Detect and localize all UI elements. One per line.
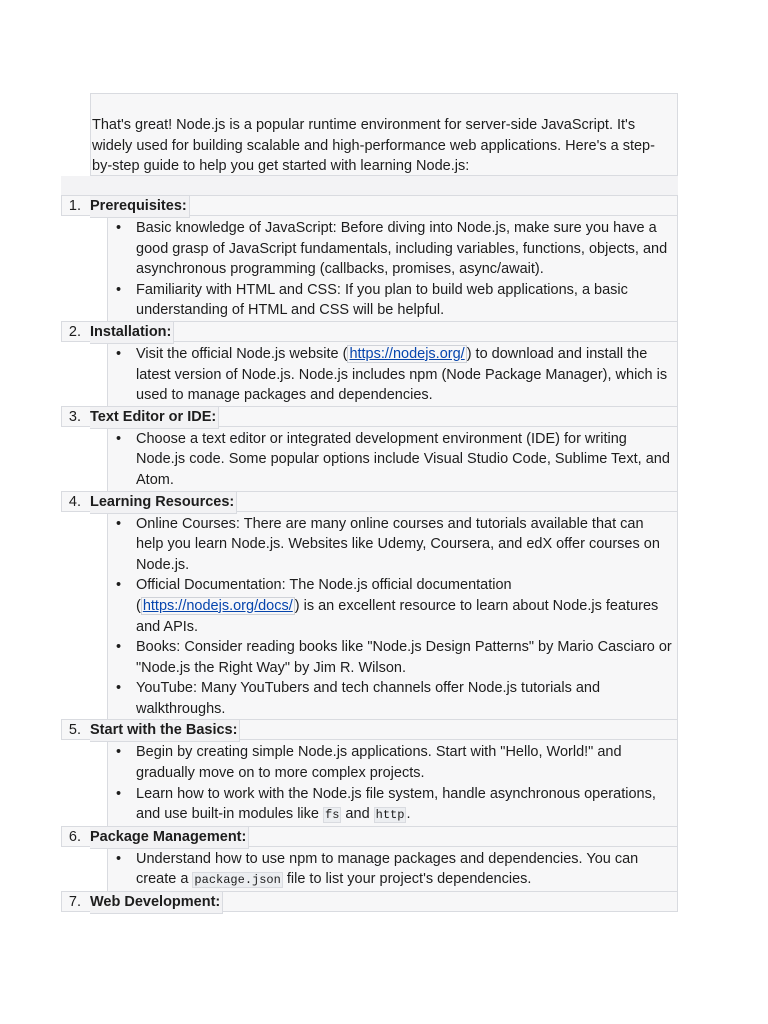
inline-code: package.json xyxy=(194,873,281,888)
bullet-item xyxy=(136,575,674,637)
bullet-item xyxy=(136,678,674,719)
section-heading-row xyxy=(61,826,678,847)
link-wrapper xyxy=(347,345,466,363)
bullet-text: file to list your project's dependencies. xyxy=(282,871,532,888)
url-link[interactable]: https://nodejs.org/ xyxy=(349,345,465,362)
bullet-text: Books: Consider reading books like "Node.js Design Patterns" by Mario Casciaro or "Node.js the Right Way" by Jim R. Wilson. xyxy=(136,639,672,676)
bullet-text: Visit the official Node.js website ( xyxy=(136,345,348,362)
bullet-text: Online Courses: There are many online courses and tutorials available that can help you learn Node.js. Websites like Udemy, Coursera, and edX offer courses on Node.js. xyxy=(136,515,660,573)
section-title: Prerequisites: xyxy=(90,195,190,218)
section-heading-row xyxy=(61,406,678,427)
bullet-text: Begin by creating simple Node.js applications. Start with "Hello, World!" and gradually move on to more complex projects. xyxy=(136,744,622,782)
section-bullets xyxy=(107,427,678,491)
section-bullets xyxy=(107,512,678,720)
section-number: 6. xyxy=(68,828,81,845)
section-bullets xyxy=(107,216,678,321)
bullet-item xyxy=(136,637,674,678)
inline-code: fs xyxy=(325,808,340,823)
spacer-row xyxy=(61,176,678,195)
section-heading-row xyxy=(61,719,678,740)
section-heading-row xyxy=(61,491,678,512)
url-link[interactable]: https://nodejs.org/docs/ xyxy=(142,597,293,614)
bullet-text: Understand how to use npm to manage packages and dependencies. You can create a xyxy=(136,850,639,888)
bullet-text: Familiarity with HTML and CSS: If you plan to build web applications, a basic understanding of HTML and CSS will be helpful. xyxy=(136,281,628,319)
section-title: Start with the Basics: xyxy=(90,719,240,742)
intro-paragraph: That's great! Node.js is a popular runtime environment for server-side JavaScript. It's widely used for building scalable and high-performance web applications. Here's a step-by-step guide to help you get started with learning Node.js: xyxy=(90,93,678,176)
section-number: 2. xyxy=(68,323,81,340)
section-number: 3. xyxy=(68,408,81,425)
bullet-text: YouTube: Many YouTubers and tech channels offer Node.js tutorials and walkthroughs. xyxy=(136,680,601,717)
section-title: Learning Resources: xyxy=(90,491,237,514)
bullet-item xyxy=(136,280,674,321)
bullet-text: and xyxy=(341,806,374,823)
link-wrapper xyxy=(141,597,295,615)
section-bullets xyxy=(107,847,678,891)
bullet-item xyxy=(136,514,674,576)
bullet-text: Basic knowledge of JavaScript: Before diving into Node.js, make sure you have a good grasp of JavaScript fundamentals, including variables, functions, objects, and asynchronous programming (callbacks, promises, async/await). xyxy=(136,220,668,278)
section-title: Package Management: xyxy=(90,826,249,849)
section-bullets xyxy=(107,342,678,406)
section-number: 5. xyxy=(68,722,81,739)
bullet-text: ) to download and install the latest version of Node.js. Node.js includes npm (Node Package Manager), which is used to manage packages and dependencies. xyxy=(136,345,668,404)
section-number: 4. xyxy=(68,493,81,510)
bullet-item xyxy=(136,429,674,491)
bullet-item xyxy=(136,742,674,783)
bullet-item xyxy=(136,344,674,406)
section-number: 7. xyxy=(68,894,81,911)
section-bullets xyxy=(107,740,678,825)
section-title: Text Editor or IDE: xyxy=(90,406,219,429)
bullet-item xyxy=(136,218,674,280)
section-heading-row xyxy=(61,195,678,216)
bullet-item xyxy=(136,784,674,826)
section-heading-row xyxy=(61,891,678,912)
bullet-text: Learn how to work with the Node.js file system, handle asynchronous operations, and use built-in modules like xyxy=(136,785,656,823)
bullet-text: Official Documentation: The Node.js official documentation ( xyxy=(136,577,512,614)
section-title: Installation: xyxy=(90,321,174,344)
bullet-text: . xyxy=(406,806,411,823)
inline-code: http xyxy=(375,808,405,823)
bullet-text: Choose a text editor or integrated development environment (IDE) for writing Node.js code. Some popular options include Visual Studio Code, Sublime Text, and Atom. xyxy=(136,430,670,488)
section-title: Web Development: xyxy=(90,891,223,914)
step-list xyxy=(61,195,678,912)
section-number: 1. xyxy=(68,198,81,214)
section-heading-row xyxy=(61,321,678,342)
bullet-text: ) is an excellent resource to learn about Node.js features and APIs. xyxy=(136,597,659,635)
bullet-item xyxy=(136,849,674,891)
